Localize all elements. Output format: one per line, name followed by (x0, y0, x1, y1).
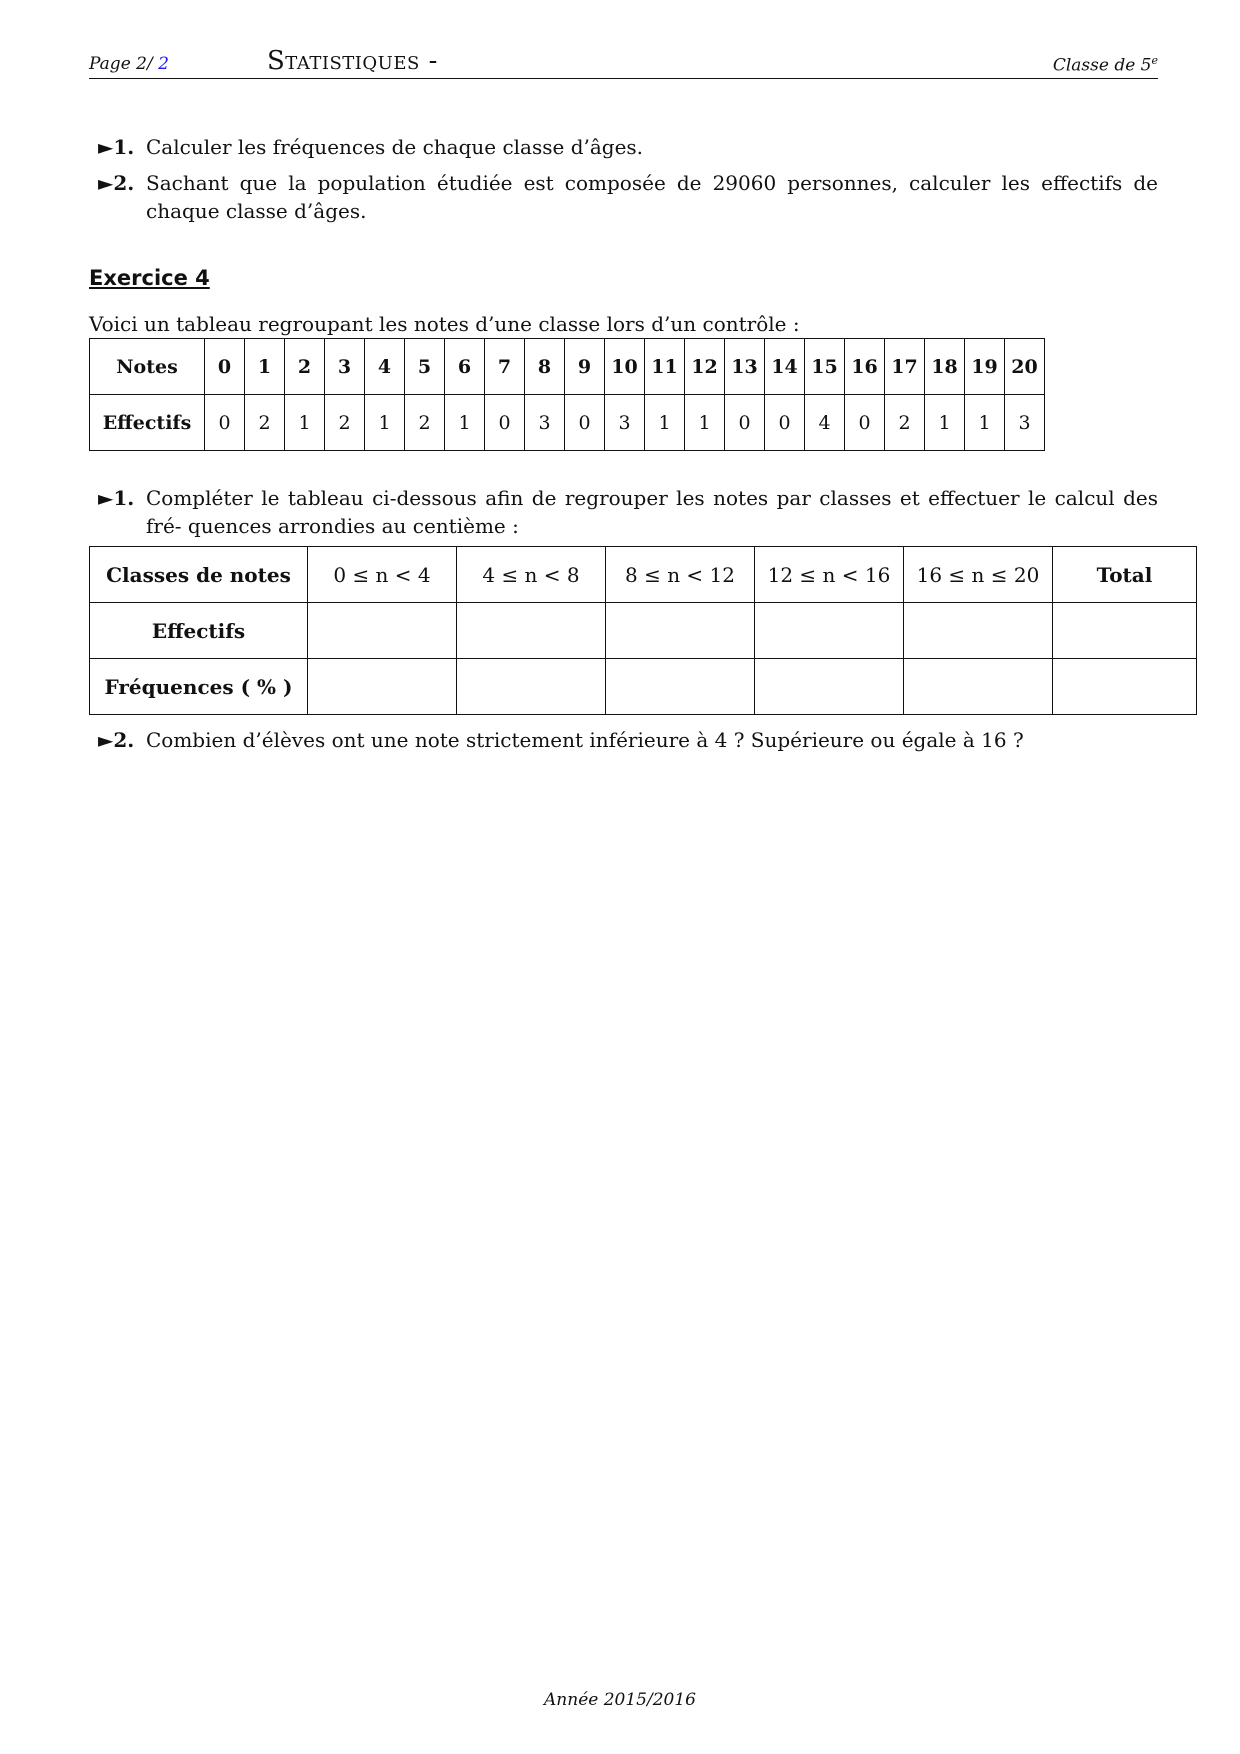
effectif-cell: 1 (645, 395, 685, 451)
note-cell: 13 (725, 339, 765, 395)
note-cell: 12 (685, 339, 725, 395)
class-level (1053, 54, 1158, 76)
blank-cell[interactable] (308, 603, 457, 659)
question-text: Sachant que la population étudiée est composée de 29060 personnes, calculer les effectifs de chaque classe d’âges. (146, 171, 1158, 223)
effectifs-row (90, 395, 1045, 451)
classes-effectifs-row (90, 603, 1197, 659)
class-superscript: e (1151, 54, 1158, 67)
effectif-cell: 4 (805, 395, 845, 451)
note-cell: 18 (925, 339, 965, 395)
classes-header-row (90, 547, 1197, 603)
effectif-cell: 1 (965, 395, 1005, 451)
effectif-cell: 0 (485, 395, 525, 451)
note-cell: 20 (1005, 339, 1045, 395)
classes-header-label: Classes de notes (90, 547, 308, 603)
note-cell: 10 (605, 339, 645, 395)
effectif-cell: 2 (245, 395, 285, 451)
effectif-cell: 0 (205, 395, 245, 451)
note-cell: 15 (805, 339, 845, 395)
blank-cell[interactable] (308, 659, 457, 715)
class-prefix: Classe de 5 (1052, 55, 1152, 76)
class-interval: 12 ≤ n < 16 (755, 547, 904, 603)
effectif-cell: 0 (725, 395, 765, 451)
effectif-cell: 2 (405, 395, 445, 451)
page-header (89, 44, 1158, 79)
effectif-cell: 1 (285, 395, 325, 451)
note-cell: 6 (445, 339, 485, 395)
note-cell: 0 (205, 339, 245, 395)
question-number: ►2. (98, 728, 135, 752)
note-cell: 14 (765, 339, 805, 395)
classes-frequences-row (90, 659, 1197, 715)
class-interval: 16 ≤ n ≤ 20 (904, 547, 1053, 603)
note-cell: 5 (405, 339, 445, 395)
frequences-label: Fréquences ( % ) (90, 659, 308, 715)
class-interval: 8 ≤ n < 12 (606, 547, 755, 603)
effectif-cell: 3 (525, 395, 565, 451)
note-cell: 8 (525, 339, 565, 395)
effectif-cell: 1 (685, 395, 725, 451)
effectif-cell: 2 (885, 395, 925, 451)
effectif-cell: 3 (605, 395, 645, 451)
note-cell: 9 (565, 339, 605, 395)
notes-row-label: Notes (90, 339, 205, 395)
blank-cell[interactable] (755, 603, 904, 659)
class-interval: 4 ≤ n < 8 (457, 547, 606, 603)
effectifs-row-label: Effectifs (90, 395, 205, 451)
note-cell: 2 (285, 339, 325, 395)
question-text: Combien d’élèves ont une note strictement inférieure à 4 ? Supérieure ou égale à 16 ? (146, 728, 1024, 752)
question-text: Calculer les fréquences de chaque classe d’âges. (146, 135, 644, 159)
effectif-cell: 2 (325, 395, 365, 451)
page-footer: Année 2015/2016 (544, 1690, 696, 1710)
effectif-cell: 0 (565, 395, 605, 451)
blank-cell[interactable] (606, 659, 755, 715)
blank-cell[interactable] (1053, 659, 1197, 715)
question-text: Compléter le tableau ci-dessous afin de regrouper les notes par classes et effectuer le calcul des fré- quences arrondies au centième : (146, 486, 1158, 538)
page-total-link[interactable]: 2 (158, 54, 169, 74)
effectif-cell: 3 (1005, 395, 1045, 451)
note-cell: 4 (365, 339, 405, 395)
blank-cell[interactable] (457, 659, 606, 715)
question-number: ►1. (98, 486, 135, 510)
blank-cell[interactable] (606, 603, 755, 659)
blank-cell[interactable] (904, 659, 1053, 715)
effectif-cell: 0 (765, 395, 805, 451)
classes-table (89, 546, 1197, 715)
exercise-intro: Voici un tableau regroupant les notes d’une classe lors d’un contrôle : (89, 312, 800, 336)
blank-cell[interactable] (1053, 603, 1197, 659)
document-title: Statistiques - (267, 46, 438, 76)
notes-row (90, 339, 1045, 395)
page-label: Page 2/ (89, 54, 153, 74)
page-number (89, 54, 169, 74)
note-cell: 11 (645, 339, 685, 395)
effectifs-label: Effectifs (90, 603, 308, 659)
blank-cell[interactable] (457, 603, 606, 659)
exercise-title: Exercice 4 (89, 266, 210, 290)
question-number: ►2. (98, 171, 135, 195)
note-cell: 7 (485, 339, 525, 395)
note-cell: 3 (325, 339, 365, 395)
blank-cell[interactable] (755, 659, 904, 715)
effectif-cell: 1 (365, 395, 405, 451)
effectif-cell: 1 (925, 395, 965, 451)
note-cell: 16 (845, 339, 885, 395)
total-header: Total (1053, 547, 1197, 603)
class-interval: 0 ≤ n < 4 (308, 547, 457, 603)
notes-table (89, 338, 1045, 451)
effectif-cell: 1 (445, 395, 485, 451)
note-cell: 1 (245, 339, 285, 395)
effectif-cell: 0 (845, 395, 885, 451)
note-cell: 17 (885, 339, 925, 395)
blank-cell[interactable] (904, 603, 1053, 659)
question-number: ►1. (98, 135, 135, 159)
note-cell: 19 (965, 339, 1005, 395)
